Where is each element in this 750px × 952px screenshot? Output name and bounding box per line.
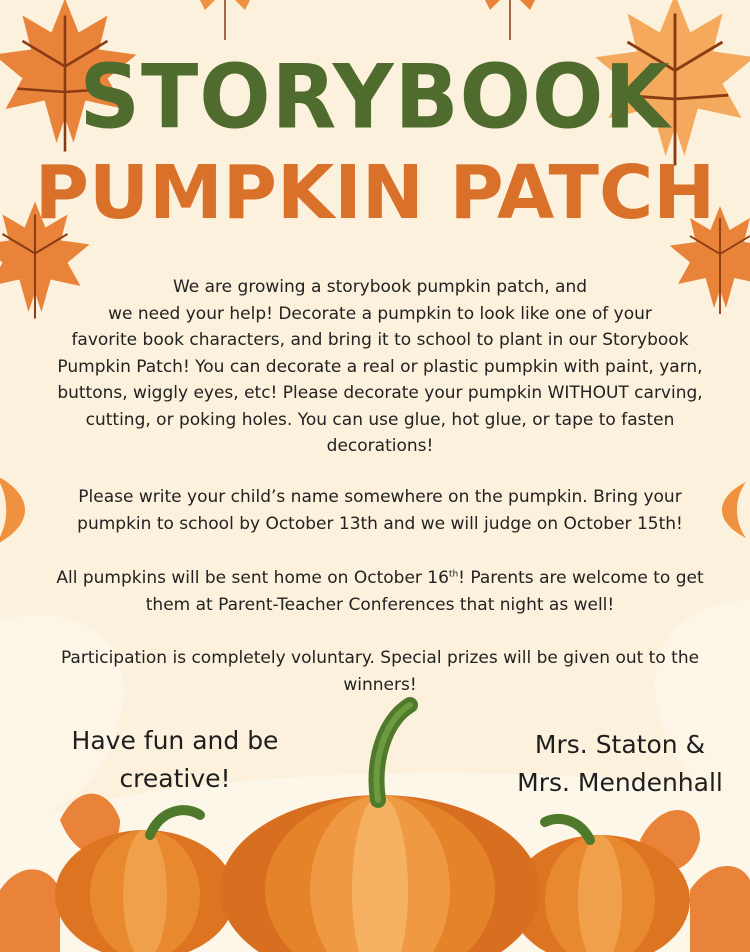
text-line: Participation is completely voluntary. Special prizes will be given out to the xyxy=(60,648,700,668)
signature-teachers xyxy=(490,726,750,802)
text-line: favorite book characters, and bring it to school to plant in our Storybook xyxy=(71,330,689,350)
text-line: Have fun and be xyxy=(71,726,279,755)
text-fragment: All pumpkins will be sent home on October 16 xyxy=(56,568,449,588)
text-line: buttons, wiggly eyes, etc! Please decorate your pumpkin WITHOUT carving, xyxy=(57,383,703,403)
text-line: Pumpkin Patch! You can decorate a real or plastic pumpkin with paint, yarn, xyxy=(57,356,703,377)
text-line xyxy=(0,565,750,592)
name-instructions-paragraph xyxy=(0,484,750,537)
text-line: Please write your child’s name somewhere on the pumpkin. Bring your xyxy=(78,487,682,507)
intro-paragraph xyxy=(0,274,750,460)
text-line: cutting, or poking holes. You can use glue, hot glue, or tape to fasten xyxy=(85,409,675,430)
title-storybook: STORYBOOK xyxy=(79,45,671,149)
text-line: Mrs. Mendenhall xyxy=(517,768,723,797)
text-line: decorations! xyxy=(326,436,434,456)
text-line: them at Parent-Teacher Conferences that night as well! xyxy=(145,594,615,615)
text-line: winners! xyxy=(343,674,417,695)
closing-message xyxy=(30,722,320,798)
ordinal-suffix: th xyxy=(448,569,459,580)
text-line: pumpkin to school by October 13th and we will judge on October 15th! xyxy=(77,513,683,534)
text-line: Mrs. Staton & xyxy=(534,730,706,759)
send-home-paragraph xyxy=(0,565,750,618)
text-line: We are growing a storybook pumpkin patch, and xyxy=(172,277,588,297)
maple-leaf-icon xyxy=(450,0,570,50)
text-line: we need your help! Decorate a pumpkin to look like one of your xyxy=(108,303,652,324)
text-fragment: ! Parents are welcome to get xyxy=(458,568,704,588)
text-line: creative! xyxy=(119,764,231,793)
title-pumpkin-patch: PUMPKIN PATCH xyxy=(34,150,716,236)
maple-leaf-icon xyxy=(170,0,280,50)
